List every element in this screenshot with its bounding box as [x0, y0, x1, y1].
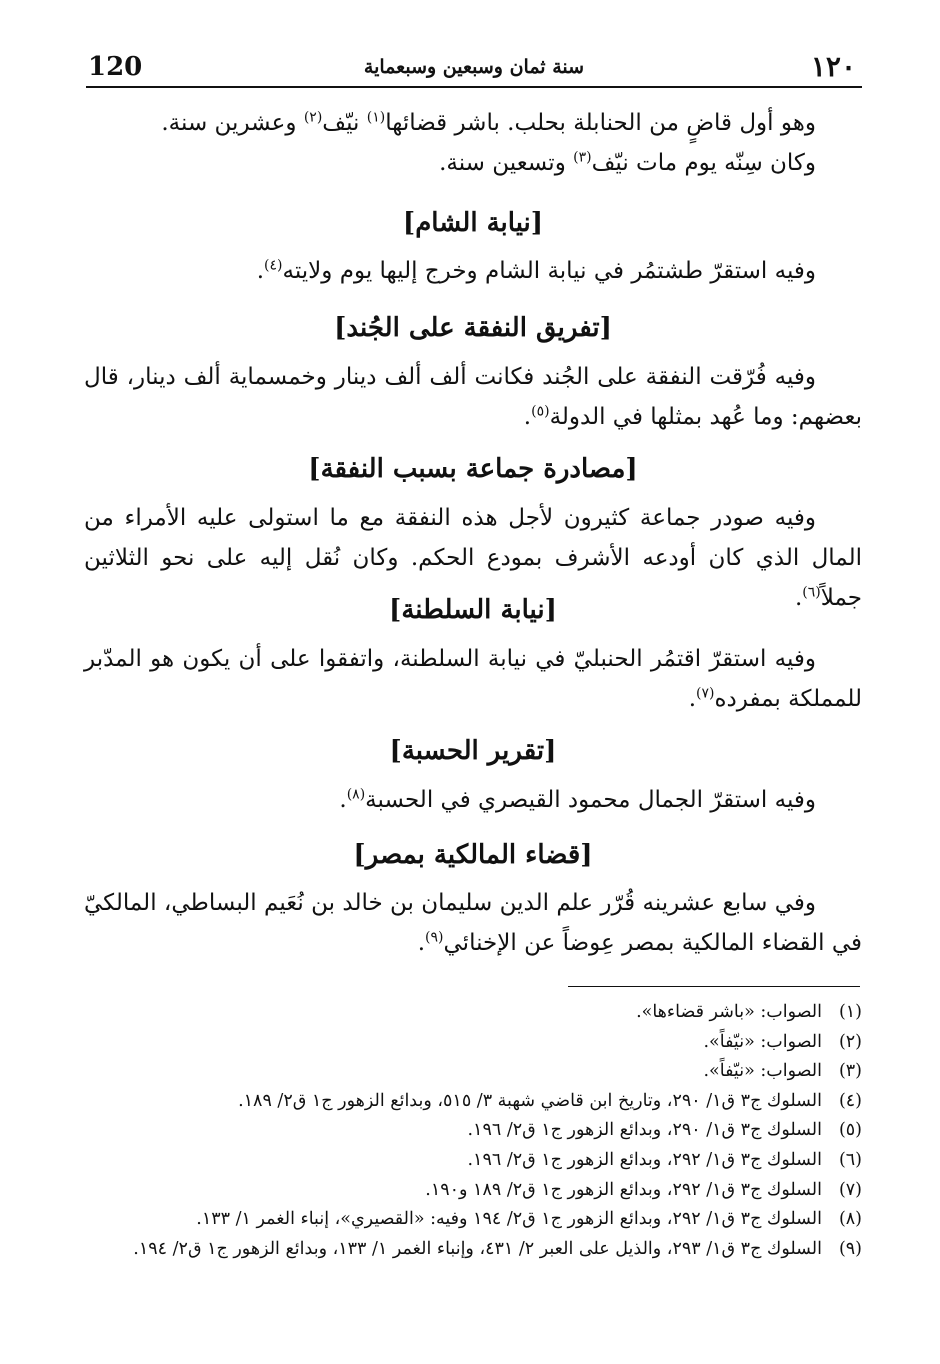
- footnote: [84, 1057, 862, 1087]
- footnotes: [84, 998, 862, 1264]
- section-heading-block: [84, 449, 862, 489]
- body-text-block: [84, 103, 862, 183]
- section-heading-block: [84, 731, 862, 771]
- section-heading-block: [84, 835, 862, 875]
- body-text-block: [84, 251, 862, 291]
- text-run: .: [688, 686, 697, 712]
- footnote-text: السلوك ج٣ ق١/ ٢٩٠، وبدائع الزهور ج١ ق٢/ ١٩٦.: [467, 1120, 822, 1141]
- section-heading: [نيابة السلطنة]: [389, 595, 557, 625]
- footnote-marker: (٧): [696, 685, 715, 702]
- text-run: وكان سِنّه يوم مات نيّف: [591, 150, 816, 176]
- header-rule: [86, 86, 862, 88]
- text-run: وفيه استقرّ الجمال محمود القيصري في الحسبة: [365, 787, 816, 813]
- footnote-text: الصواب: «نيّفاً».: [703, 1031, 822, 1052]
- text-run: وفيه فُرّقت النفقة على الجُند فكانت ألف ألف دينار وخمسماية ألف دينار، قال بعضهم: وما عُهد بمثلها في الدولة: [84, 364, 862, 430]
- page-header: [86, 50, 862, 88]
- footnote-number: (٨): [838, 1209, 862, 1230]
- footnote-marker: (٢): [303, 109, 323, 126]
- footnote: [84, 1087, 862, 1117]
- section-heading: [نيابة الشام]: [402, 208, 544, 238]
- footnote-marker: (٦): [802, 584, 821, 601]
- body-text-block: [84, 639, 862, 719]
- section-heading-block: [84, 590, 862, 630]
- footnote: [84, 1146, 862, 1176]
- text-run: .: [256, 258, 265, 284]
- page-number-arabic: ١٢٠: [810, 50, 856, 83]
- footnote-number: (٣): [838, 1061, 862, 1082]
- paragraph: [84, 251, 862, 291]
- footnote-text: الصواب: «نيّفاً».: [703, 1061, 822, 1082]
- footnote-marker: (٩): [425, 929, 444, 946]
- text-run: .: [523, 404, 532, 430]
- footnote-number: (٧): [838, 1179, 862, 1200]
- footnote-marker: (٨): [346, 786, 366, 803]
- footnote-number: (٤): [838, 1090, 862, 1111]
- footnote-marker: (١): [366, 109, 386, 126]
- footnote-text: السلوك ج٣ ق١/ ٢٩٢، وبدائع الزهور ج١ ق٢/ ١٩٦.: [467, 1149, 822, 1170]
- footnote-text: السلوك ج٣ ق١/ ٢٩٢، وبدائع الزهور ج١ ق٢/ ١٩٤ وفيه: «القصيري»، إنباء الغمر ١/ ١٣٣.: [196, 1209, 822, 1230]
- paragraph: [84, 780, 862, 820]
- footnote-number: (٦): [838, 1149, 862, 1170]
- section-heading-block: [84, 308, 862, 348]
- footnote-text: السلوك ج٣ ق١/ ٢٩٠، وتاريخ ابن قاضي شهبة ٣/ ٥١٥، وبدائع الزهور ج١ ق٢/ ١٨٩.: [238, 1090, 822, 1111]
- paragraph: [84, 883, 862, 963]
- footnote-number: (٥): [838, 1120, 862, 1141]
- text-run: نيّف: [322, 110, 367, 136]
- body-text-block: [84, 357, 862, 437]
- section-heading: [قضاء المالكية بمصر]: [353, 840, 593, 870]
- footnote: [84, 1235, 862, 1265]
- section-heading: [تفريق النفقة على الجُند]: [334, 313, 612, 343]
- text-run: وفيه استقرّ طشتمُر في نيابة الشام وخرج إليها يوم ولايته: [282, 258, 816, 284]
- text-run: وفيه استقرّ اقتمُر الحنبليّ في نيابة السلطنة، واتفقوا على أن يكون هو المدّبر للمملكة بمفرده: [84, 646, 862, 712]
- footnote-marker: (٥): [531, 403, 550, 420]
- paragraph: [84, 357, 862, 437]
- footnote-text: السلوك ج٣ ق١/ ٢٩٢، وبدائع الزهور ج١ ق٢/ ١٨٩ و١٩٠.: [425, 1179, 822, 1200]
- paragraph: [84, 103, 862, 143]
- section-heading-block: [84, 203, 862, 243]
- footnote: [84, 1028, 862, 1058]
- footnote: [84, 1205, 862, 1235]
- footnote-marker: (٤): [264, 257, 283, 274]
- text-run: وفيه صودر جماعة كثيرون لأجل هذه النفقة مع ما استولى عليه الأمراء من المال الذي كان أودعه الأشرف بمودع الحكم. وكان نُقل إليه على نحو الثلاثين جملاً: [84, 505, 862, 611]
- text-run: وهو أول قاضٍ من الحنابلة بحلب. باشر قضائها: [385, 110, 816, 136]
- footnote-text: الصواب: «باشر قضاءها».: [636, 1002, 822, 1022]
- body-text-block: [84, 780, 862, 820]
- text-run: وعشرين سنة.: [161, 110, 304, 136]
- footnote-number: (٩): [838, 1238, 862, 1259]
- text-run: .: [417, 930, 426, 956]
- paragraph: [84, 639, 862, 719]
- footnote: [84, 998, 862, 1028]
- running-title: سنة ثمان وسبعين وسبعماية: [363, 56, 585, 78]
- text-run: وفي سابع عشرينه قُرّر علم الدين سليمان بن خالد بن نُعَيم البساطي، المالكيّ في القضاء المالكية بمصر عِوضاً عن الإخنائي: [84, 890, 862, 956]
- text-run: .: [339, 787, 347, 813]
- footnote-number: (١): [838, 1002, 862, 1022]
- footnote-marker: (٣): [573, 149, 592, 166]
- footnote-separator: [568, 986, 860, 987]
- footnote: [84, 1116, 862, 1146]
- text-run: .: [794, 585, 803, 611]
- footnote-number: (٢): [838, 1031, 862, 1052]
- paragraph: [84, 143, 862, 183]
- section-heading: [تقرير الحسبة]: [389, 736, 557, 766]
- section-heading: [مصادرة جماعة بسبب النفقة]: [308, 454, 638, 484]
- body-text-block: [84, 883, 862, 963]
- footnote: [84, 1176, 862, 1206]
- page-number-latin: 120: [88, 52, 143, 82]
- footnote-text: السلوك ج٣ ق١/ ٢٩٣، والذيل على العبر ٢/ ٤٣١، وإنباء الغمر ١/ ١٣٣، وبدائع الزهور ج١ ق٢/ ١٩٤.: [133, 1238, 822, 1259]
- text-run: وتسعين سنة.: [439, 150, 574, 176]
